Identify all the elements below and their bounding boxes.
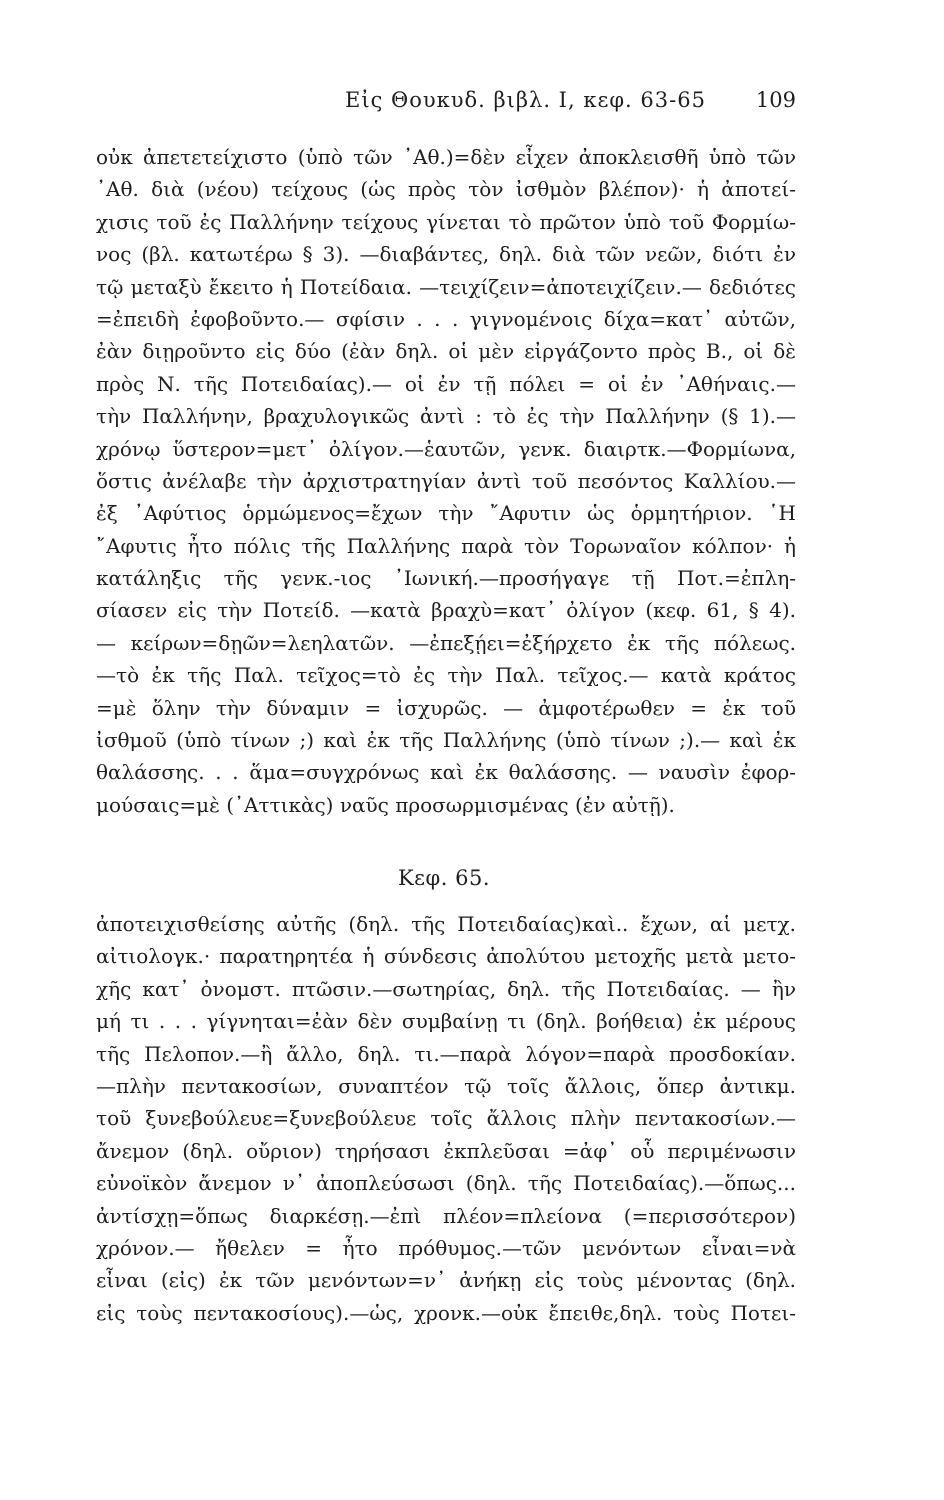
text-line: χισις τοῦ ἐς Παλλήνην τείχους γίνεται τὸ πρῶτον ὑπὸ τοῦ Φορμίω- [96, 209, 796, 234]
text-line: κατάληξις τῆς γενκ.-ιος ᾿Ιωνική.—προσήγαγε τῇ Ποτ.=ἐπλη- [96, 566, 796, 591]
commentary-block-chapter-64 [96, 141, 796, 821]
text-line: τοῦ ξυνεβούλευε=ξυνεβούλευε τοῖς ἄλλοις πλὴν πεντακοσίων.— [96, 1106, 796, 1131]
text-line: — κείρων=δῃῶν=λεηλατῶν. —ἐπεξῄει=ἐξήρχετο ἐκ τῆς πόλεως. [96, 630, 796, 655]
text-line: ἐξ ᾿Αφύτιος ὁρμώμενος=ἔχων τὴν ῎Αφυτιν ὡς ὁρμητήριον. ῾Η [96, 501, 796, 526]
text-line: χρόνον.— ἤθελεν = ἦτο πρόθυμος.—τῶν μενόντων εἶναι=νὰ [96, 1235, 796, 1260]
text-line: ἀντίσχῃ=ὅπως διαρκέσῃ.—ἐπὶ πλέον=πλείονα (=περισσότερον) [96, 1203, 796, 1228]
commentary-block-chapter-65 [96, 908, 796, 1329]
chapter-heading [0, 866, 944, 890]
text-line: ῎Αφυτις ἦτο πόλις τῆς Παλλήνης παρὰ τὸν Τορωναῖον κόλπον· ἡ [96, 533, 796, 558]
text-line: =ἐπειδὴ ἐφοβοῦντο.— σφίσιν . . . γιγνομένοις δίχα=κατ᾿ αὐτῶν, [96, 306, 796, 331]
running-title: Εἰς Θουκυδ. βιβλ. Ι, κεφ. 63-65 [345, 88, 706, 112]
page-number: 109 [755, 88, 796, 112]
text-line: —τὸ ἐκ τῆς Παλ. τεῖχος=τὸ ἐς τὴν Παλ. τεῖχος.— κατὰ κράτος [96, 663, 796, 688]
running-head [0, 88, 944, 118]
text-line: θαλάσσης. . . ἅμα=συγχρόνως καὶ ἐκ θαλάσσης. — ναυσὶν ἐφορ- [96, 760, 796, 785]
text-line: νος (βλ. κατωτέρω § 3). —διαβάντες, δηλ. διὰ τῶν νεῶν, διότι ἐν [96, 242, 796, 267]
text-line: =μὲ ὅλην τὴν δύναμιν = ἰσχυρῶς. — ἀμφοτέρωθεν = ἐκ τοῦ [96, 695, 796, 720]
text-line: μή τι . . . γίγνηται=ἐὰν δὲν συμβαίνῃ τι (δηλ. βοήθεια) ἐκ μέρους [96, 1009, 796, 1034]
text-line: ᾿Αθ. διὰ (νέου) τείχους (ὡς πρὸς τὸν ἰσθμὸν βλέπον)· ἡ ἀποτεί- [96, 177, 796, 202]
text-line: σίασεν εἰς τὴν Ποτείδ. —κατὰ βραχὺ=κατ᾿ ὀλίγον (κεφ. 61, § 4). [96, 598, 796, 623]
text-line: εἰς τοὺς πεντακοσίους).—ὡς, χρονκ.—οὐκ ἔπειθε,δηλ. τοὺς Ποτει- [96, 1300, 796, 1325]
chapter-heading-text: Κεφ. 65. [397, 866, 491, 890]
text-line: ἄνεμον (δηλ. οὔριον) τηρήσασι ἐκπλεῦσαι =ἀφ᾿ οὗ περιμένωσιν [96, 1138, 796, 1163]
text-line: τὴν Παλλήνην, βραχυλογικῶς ἀντὶ : τὸ ἐς τὴν Παλλήνην (§ 1).— [96, 404, 796, 429]
text-line: οὐκ ἀπετετείχιστο (ὑπὸ τῶν ᾿Αθ.)=δὲν εἶχεν ἀποκλεισθῆ ὑπὸ τῶν [96, 145, 796, 169]
text-line: εὐνοϊκὸν ἄνεμον ν᾿ ἀποπλεύσωσι (δηλ. τῆς Ποτειδαίας).—ὅπως... [96, 1171, 796, 1196]
text-line: ἐὰν διῃροῦντο εἰς δύο (ἐὰν δηλ. οἱ μὲν εἰργάζοντο πρὸς Β., οἱ δὲ [96, 339, 796, 364]
text-line: ἰσθμοῦ (ὑπὸ τίνων ;) καὶ ἐκ τῆς Παλλήνης (ὑπὸ τίνων ;).— καὶ ἐκ [96, 728, 796, 753]
text-line: τῷ μεταξὺ ἔκειτο ἡ Ποτείδαια. —τειχίζειν=ἀποτειχίζειν.— δεδιότες [96, 274, 796, 299]
text-line: χῆς κατ᾿ ὀνομστ. πτῶσιν.—σωτηρίας, δηλ. τῆς Ποτειδαίας. — ἢν [96, 976, 796, 1001]
text-line: πρὸς Ν. τῆς Ποτειδαίας).— οἱ ἐν τῇ πόλει = οἱ ἐν ᾿Αθήναις.— [96, 371, 796, 396]
text-line: ἀποτειχισθείσης αὐτῆς (δηλ. τῆς Ποτειδαίας)καὶ.. ἔχων, αἱ μετχ. [96, 912, 796, 936]
text-line: —πλὴν πεντακοσίων, συναπτέον τῷ τοῖς ἄλλοις, ὅπερ ἀντικμ. [96, 1073, 796, 1098]
text-line: ὅστις ἀνέλαβε τὴν ἀρχιστρατηγίαν ἀντὶ τοῦ πεσόντος Καλλίου.— [96, 468, 796, 493]
text-line: αἰτιολογκ.· παρατηρητέα ἡ σύνδεσις ἀπολύτου μετοχῆς μετὰ μετο- [96, 944, 796, 969]
text-line: μούσαις=μὲ (᾿Αττικὰς) ναῦς προσωρμισμένας (ἐν αὐτῇ). [96, 792, 675, 817]
text-line: εἶναι (εἰς) ἐκ τῶν μενόντων=ν᾿ ἀνήκῃ εἰς τοὺς μένοντας (δηλ. [96, 1268, 796, 1293]
text-line: τῆς Πελοπον.—ἢ ἄλλο, δηλ. τι.—παρὰ λόγον=παρὰ προσδοκίαν. [96, 1041, 796, 1066]
text-line: χρόνῳ ὕστερον=μετ᾿ ὀλίγον.—ἑαυτῶν, γενκ. διαιρτκ.—Φορμίωνα, [96, 436, 796, 461]
